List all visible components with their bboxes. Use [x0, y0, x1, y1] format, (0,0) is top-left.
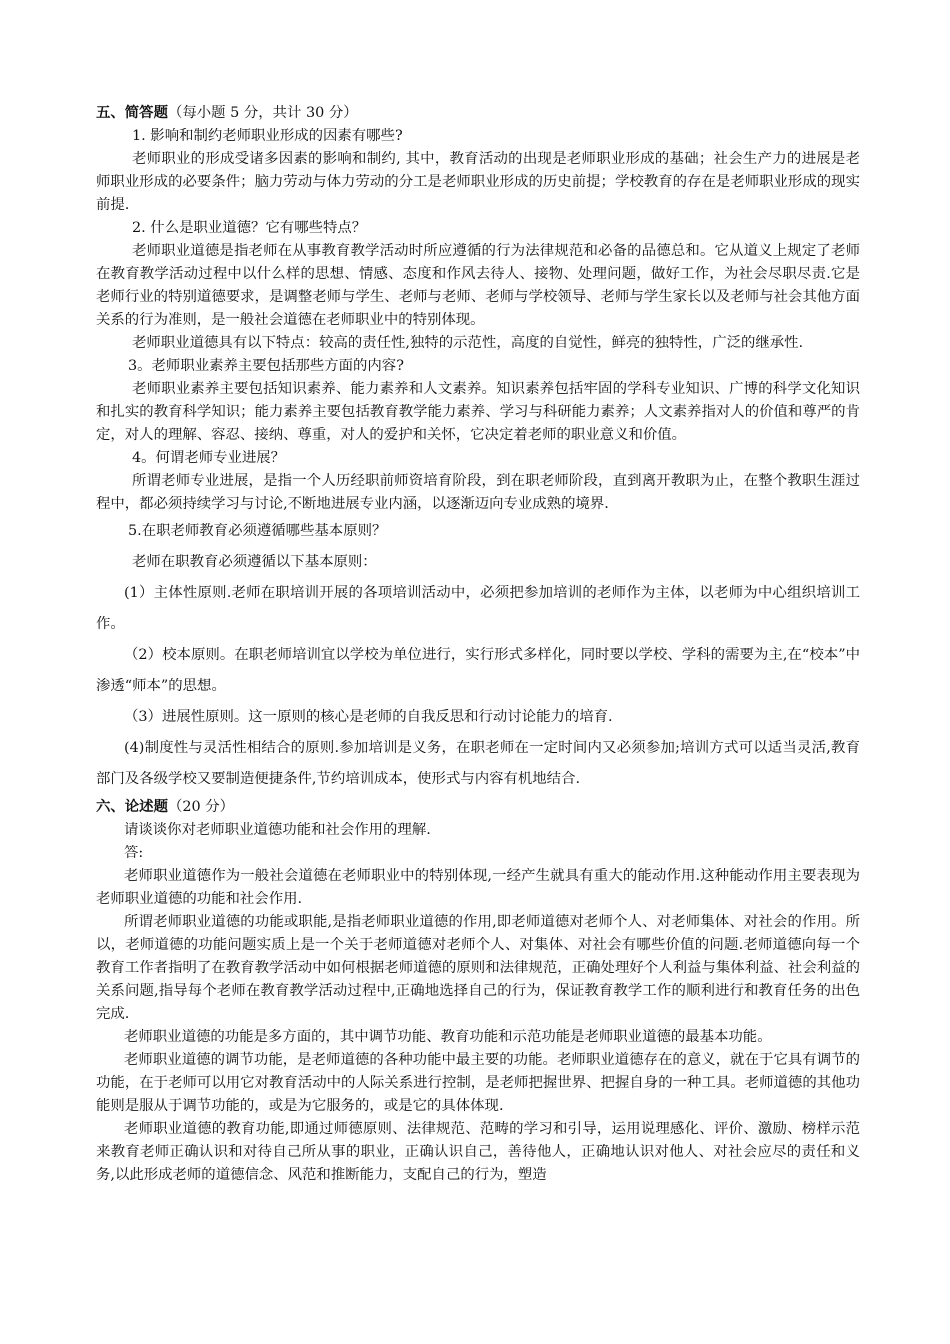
document-body [96, 101, 860, 1187]
answer-2-part-1: 老师职业道德是指老师在从事教育教学活动时所应遵循的行为法律规范和必备的品德总和。它从道义上规定了老师在教育教学活动过程中以什么样的思想、情感、态度和作风去待人、接物、处理问题，做好工作，为社会尽职尽责.它是老师行业的特别道德要求，是调整老师与学生、老师与老师、老师与学校领导、老师与学生家长以及老师与社会其他方面关系的行为准则，是一般社会道德在老师职业中的特别体现。 [96, 243, 860, 328]
essay-paragraph-3: 老师职业道德的功能是多方面的，其中调节功能、教育功能和示范功能是老师职业道德的最基本功能。 [124, 1029, 772, 1045]
section-6-heading [96, 795, 860, 819]
section-5-heading [96, 101, 860, 125]
answer-4: 所谓老师专业进展，是指一个人历经职前师资培育阶段，到在职老师阶段，直到离开教职为止，在整个教职生涯过程中，都必须持续学习与讨论,不断地进展专业内涵，以逐渐迈向专业成熟的境界. [96, 473, 860, 512]
answer-1: 老师职业的形成受诸多因素的影响和制约, 其中，教育活动的出现是老师职业形成的基础；社会生产力的进展是老师职业形成的必要条件；脑力劳动与体力劳动的分工是老师职业形成的历史前提；学校教育的存在是老师职业形成的现实前提. [96, 151, 860, 213]
answer-5-intro: 老师在职教育必须遵循以下基本原则： [132, 554, 377, 570]
answer-3: 老师职业素养主要包括知识素养、能力素养和人文素养。知识素养包括牢固的学科专业知识、广博的科学文化知识和扎实的教育科学知识；能力素养主要包括教育教学能力素养、学习与科研能力素养；人文素养指对人的价值和尊严的肯定，对人的理解、容忍、接纳、尊重，对人的爱护和关怀，它决定着老师的职业意义和价值。 [96, 381, 860, 443]
question-4: 4。何谓老师专业进展？ [132, 450, 286, 466]
answer-5-principle-4: (4)制度性与灵活性相结合的原则.参加培训是义务，在职老师在一定时间内又必须参加;培训方式可以适当灵活,教育部门及各级学校又要制造便捷条件,节约培训成本，使形式与内容有机地结合. [96, 740, 860, 787]
section-6-note: （20 分） [167, 799, 235, 815]
essay-paragraph-4: 老师职业道德的调节功能，是老师道德的各种功能中最主要的功能。老师职业道德存在的意义，就在于它具有调节的功能，在于老师可以用它对教育活动中的人际关系进行控制，是老师把握世界、把握自身的一种工具。老师道德的其他功能则是服从于调节功能的，或是为它服务的，或是它的具体体现. [96, 1052, 860, 1114]
section-5-title: 五、简答题 [96, 104, 168, 121]
essay-paragraph-1: 老师职业道德作为一般社会道德在老师职业中的特别体现,一经产生就具有重大的能动作用.这种能动作用主要表现为老师职业道德的功能和社会作用. [96, 868, 860, 907]
question-2: 2. 什么是职业道德？它有哪些特点？ [132, 220, 367, 236]
answer-5-principle-3: （3）进展性原则。这一原则的核心是老师的自我反思和行动讨论能力的培育. [124, 709, 613, 725]
answer-2-part-2: 老师职业道德具有以下特点：较高的责任性,独特的示范性，高度的自觉性，鲜亮的独特性，广泛的继承性. [132, 335, 804, 351]
question-5: 5.在职老师教育必须遵循哪些基本原则？ [128, 523, 387, 539]
essay-prompt: 请谈谈你对老师职业道德功能和社会作用的理解. [124, 822, 431, 838]
section-5-note: （每小题 5 分，共计 30 分） [167, 105, 358, 121]
question-3: 3。老师职业素养主要包括那些方面的内容? [128, 358, 404, 374]
answer-label: 答: [124, 845, 144, 861]
essay-paragraph-2: 所谓老师职业道德的功能或职能,是指老师职业道德的作用,即老师道德对老师个人、对老师集体、对社会的作用。所以，老师道德的功能问题实质上是一个关于老师道德对老师个人、对集体、对社会有哪些价值的问题.老师道德向每一个教育工作者指明了在教育教学活动中如何根据老师道德的原则和法律规范，正确处理好个人利益与集体利益、社会利益的关系问题,指导每个老师在教育教学活动过程中,正确地选择自己的行为，保证教育教学工作的顺利进行和教育任务的出色完成. [96, 914, 860, 1022]
section-6-title: 六、论述题 [96, 798, 168, 815]
question-1: 1. 影响和制约老师职业形成的因素有哪些? [132, 128, 403, 144]
essay-paragraph-5: 老师职业道德的教育功能,即通过师德原则、法律规范、范畴的学习和引导，运用说理感化、评价、激励、榜样示范来教育老师正确认识和对待自己所从事的职业，正确认识自己，善待他人，正确地认识对他人、对社会应尽的责任和义务,以此形成老师的道德信念、风范和推断能力，支配自己的行为，塑造 [96, 1121, 860, 1183]
answer-5-principle-2: （2）校本原则。在职老师培训宜以学校为单位进行，实行形式多样化，同时要以学校、学科的需要为主,在“校本”中渗透“师本”的思想。 [96, 647, 860, 694]
answer-5-principle-1: (1）主体性原则.老师在职培训开展的各项培训活动中，必须把参加培训的老师作为主体，以老师为中心组织培训工作。 [96, 585, 860, 632]
